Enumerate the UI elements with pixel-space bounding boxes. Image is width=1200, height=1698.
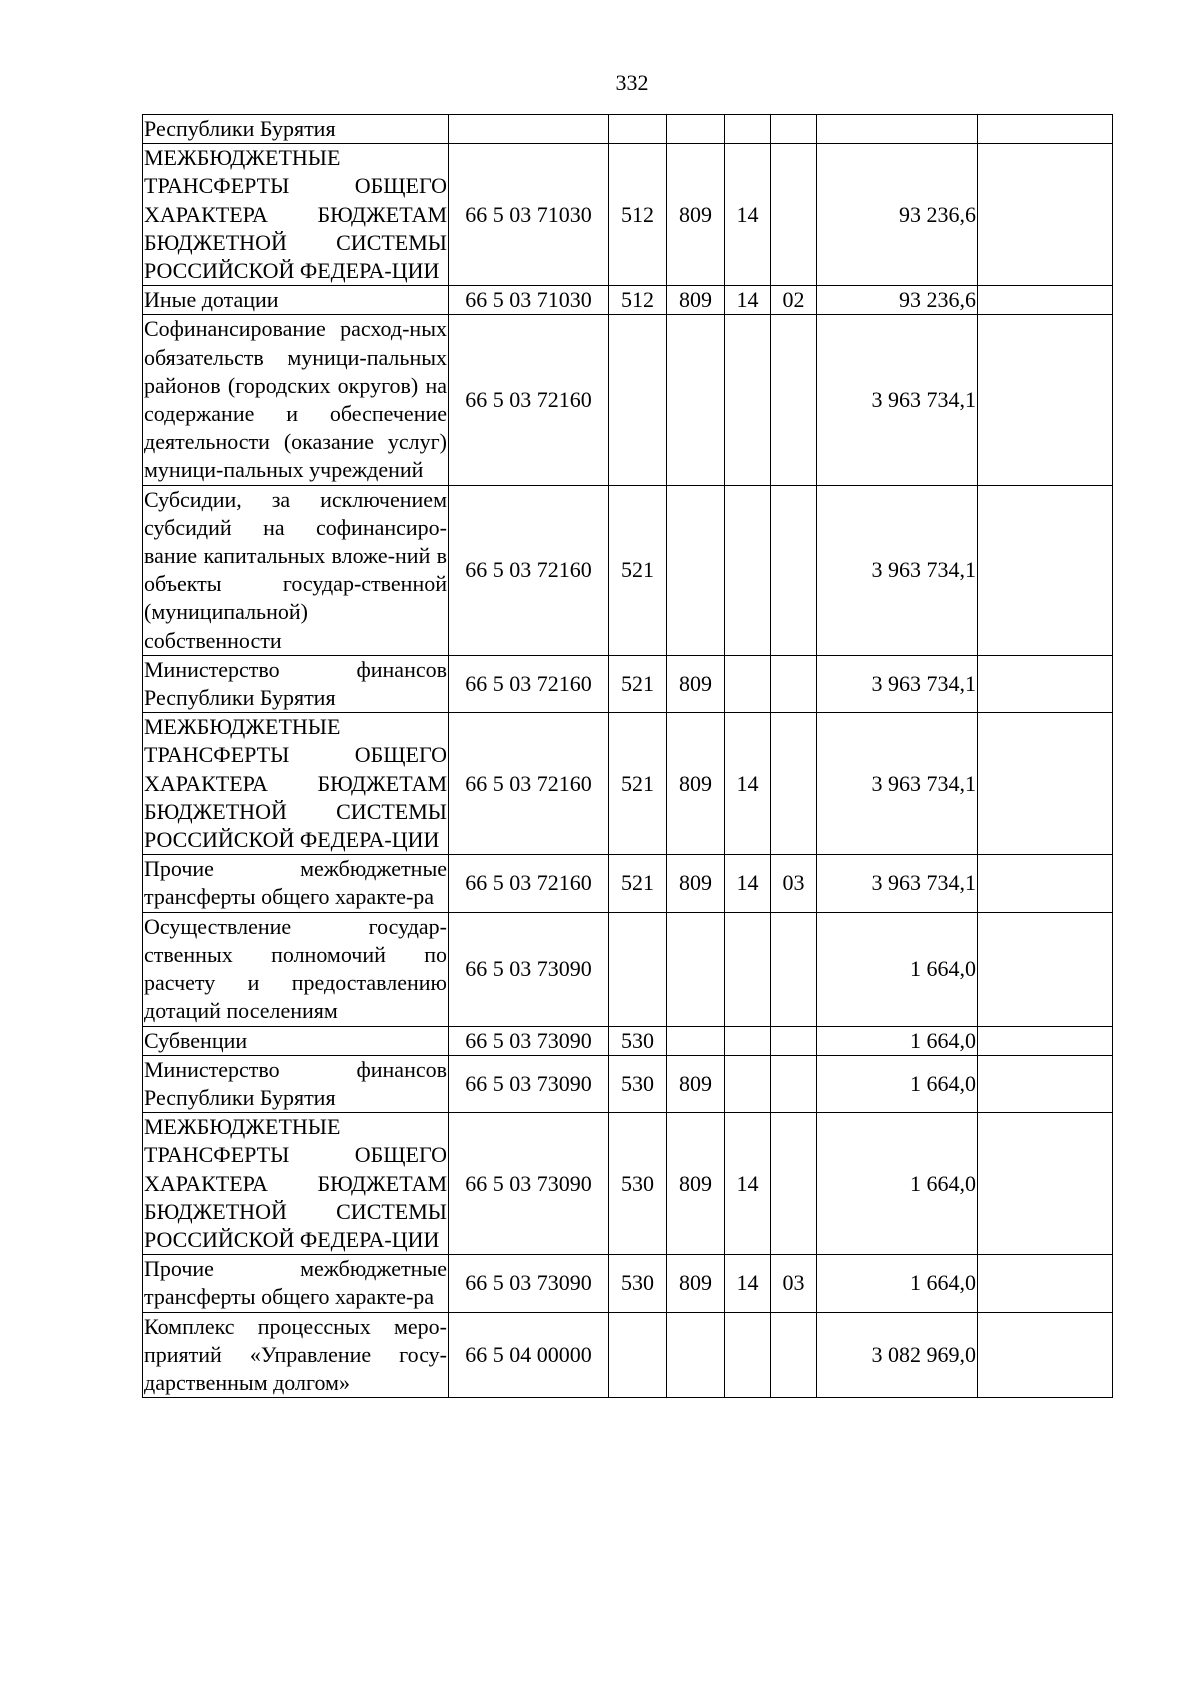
row-amount-cell: 3 963 734,1 xyxy=(817,713,978,855)
row-vr-cell: 521 xyxy=(609,855,667,912)
row-code-cell: 66 5 03 72160 xyxy=(449,855,609,912)
row-amount-cell: 1 664,0 xyxy=(817,1026,978,1055)
row-amount-cell xyxy=(817,115,978,144)
row-name-cell: Прочие межбюджетные трансферты общего характе-ра xyxy=(143,1255,449,1312)
row-rz-cell xyxy=(725,315,771,485)
row-pr-cell xyxy=(771,1113,817,1255)
row-name-cell: Осуществление государ-ственных полномочий по расчету и предоставлению дотаций поселениям xyxy=(143,912,449,1026)
row-grbs-cell xyxy=(667,912,725,1026)
row-rz-cell xyxy=(725,1055,771,1112)
row-pr-cell xyxy=(771,713,817,855)
row-code-cell: 66 5 03 73090 xyxy=(449,912,609,1026)
row-grbs-cell: 809 xyxy=(667,1255,725,1312)
row-vr-cell xyxy=(609,912,667,1026)
table-row xyxy=(143,1026,1113,1055)
row-rz-cell xyxy=(725,485,771,655)
row-rz-cell xyxy=(725,912,771,1026)
row-rz-cell: 14 xyxy=(725,144,771,286)
table-row xyxy=(143,713,1113,855)
row-rz-cell xyxy=(725,655,771,712)
row-name-cell: Комплекс процессных меро-приятий «Управление госу-дарственным долгом» xyxy=(143,1312,449,1398)
table-row xyxy=(143,115,1113,144)
row-pr-cell: 02 xyxy=(771,286,817,315)
row-extra-cell xyxy=(978,286,1113,315)
row-name-cell: Субсидии, за исключением субсидий на софинансиро-вание капитальных вложе-ний в объекты государ-ственной (муниципальной) собственности xyxy=(143,485,449,655)
row-amount-cell: 3 963 734,1 xyxy=(817,855,978,912)
row-code-cell: 66 5 03 72160 xyxy=(449,713,609,855)
row-grbs-cell: 809 xyxy=(667,855,725,912)
row-rz-cell: 14 xyxy=(725,713,771,855)
row-code-cell: 66 5 03 71030 xyxy=(449,144,609,286)
row-vr-cell: 512 xyxy=(609,286,667,315)
row-extra-cell xyxy=(978,315,1113,485)
row-vr-cell: 512 xyxy=(609,144,667,286)
row-name-cell: Иные дотации xyxy=(143,286,449,315)
table-row xyxy=(143,855,1113,912)
row-amount-cell: 1 664,0 xyxy=(817,912,978,1026)
row-grbs-cell: 809 xyxy=(667,713,725,855)
table-row xyxy=(143,286,1113,315)
table-body xyxy=(143,115,1113,1398)
row-code-cell: 66 5 03 73090 xyxy=(449,1255,609,1312)
row-name-cell: Министерство финансов Республики Бурятия xyxy=(143,1055,449,1112)
row-rz-cell: 14 xyxy=(725,1113,771,1255)
row-code-cell: 66 5 03 73090 xyxy=(449,1113,609,1255)
row-rz-cell: 14 xyxy=(725,286,771,315)
table-row xyxy=(143,912,1113,1026)
table-row xyxy=(143,144,1113,286)
table-row xyxy=(143,315,1113,485)
row-code-cell: 66 5 03 72160 xyxy=(449,315,609,485)
row-grbs-cell: 809 xyxy=(667,1113,725,1255)
row-code-cell: 66 5 03 72160 xyxy=(449,485,609,655)
row-vr-cell xyxy=(609,1312,667,1398)
row-amount-cell: 93 236,6 xyxy=(817,286,978,315)
row-vr-cell xyxy=(609,115,667,144)
row-extra-cell xyxy=(978,1026,1113,1055)
table-row xyxy=(143,1312,1113,1398)
row-name-cell: Республики Бурятия xyxy=(143,115,449,144)
row-extra-cell xyxy=(978,485,1113,655)
row-extra-cell xyxy=(978,1312,1113,1398)
row-name-cell: Субвенции xyxy=(143,1026,449,1055)
row-code-cell: 66 5 04 00000 xyxy=(449,1312,609,1398)
row-name-cell: МЕЖБЮДЖЕТНЫЕ ТРАНСФЕРТЫ ОБЩЕГО ХАРАКТЕРА БЮДЖЕТАМ БЮДЖЕТНОЙ СИСТЕМЫ РОССИЙСКОЙ ФЕДЕРА-ЦИИ xyxy=(143,144,449,286)
row-pr-cell xyxy=(771,144,817,286)
row-amount-cell: 3 082 969,0 xyxy=(817,1312,978,1398)
row-vr-cell: 521 xyxy=(609,485,667,655)
row-grbs-cell: 809 xyxy=(667,286,725,315)
row-name-cell: Софинансирование расход-ных обязательств муници-пальных районов (городских округов) на содержание и обеспечение деятельности (оказание услуг) муници-пальных учреждений xyxy=(143,315,449,485)
row-amount-cell: 3 963 734,1 xyxy=(817,315,978,485)
row-grbs-cell: 809 xyxy=(667,655,725,712)
row-rz-cell xyxy=(725,1026,771,1055)
row-extra-cell xyxy=(978,655,1113,712)
row-vr-cell: 530 xyxy=(609,1255,667,1312)
row-rz-cell xyxy=(725,1312,771,1398)
row-grbs-cell xyxy=(667,485,725,655)
table-row xyxy=(143,485,1113,655)
row-name-cell: Прочие межбюджетные трансферты общего характе-ра xyxy=(143,855,449,912)
row-code-cell xyxy=(449,115,609,144)
row-pr-cell xyxy=(771,1312,817,1398)
row-amount-cell: 93 236,6 xyxy=(817,144,978,286)
row-code-cell: 66 5 03 71030 xyxy=(449,286,609,315)
row-pr-cell xyxy=(771,485,817,655)
row-name-cell: МЕЖБЮДЖЕТНЫЕ ТРАНСФЕРТЫ ОБЩЕГО ХАРАКТЕРА БЮДЖЕТАМ БЮДЖЕТНОЙ СИСТЕМЫ РОССИЙСКОЙ ФЕДЕРА-ЦИИ xyxy=(143,713,449,855)
table-row xyxy=(143,655,1113,712)
row-code-cell: 66 5 03 73090 xyxy=(449,1026,609,1055)
row-amount-cell: 3 963 734,1 xyxy=(817,485,978,655)
row-extra-cell xyxy=(978,713,1113,855)
row-amount-cell: 1 664,0 xyxy=(817,1255,978,1312)
row-pr-cell xyxy=(771,115,817,144)
row-grbs-cell: 809 xyxy=(667,1055,725,1112)
row-extra-cell xyxy=(978,144,1113,286)
row-grbs-cell xyxy=(667,1026,725,1055)
row-vr-cell: 521 xyxy=(609,655,667,712)
row-vr-cell: 530 xyxy=(609,1113,667,1255)
row-extra-cell xyxy=(978,1255,1113,1312)
row-vr-cell: 521 xyxy=(609,713,667,855)
table-row xyxy=(143,1113,1113,1255)
row-extra-cell xyxy=(978,115,1113,144)
row-amount-cell: 3 963 734,1 xyxy=(817,655,978,712)
row-pr-cell xyxy=(771,655,817,712)
row-code-cell: 66 5 03 72160 xyxy=(449,655,609,712)
row-extra-cell xyxy=(978,1055,1113,1112)
row-code-cell: 66 5 03 73090 xyxy=(449,1055,609,1112)
row-pr-cell: 03 xyxy=(771,855,817,912)
row-pr-cell xyxy=(771,315,817,485)
row-amount-cell: 1 664,0 xyxy=(817,1113,978,1255)
row-vr-cell: 530 xyxy=(609,1055,667,1112)
row-extra-cell xyxy=(978,1113,1113,1255)
row-grbs-cell: 809 xyxy=(667,144,725,286)
row-name-cell: МЕЖБЮДЖЕТНЫЕ ТРАНСФЕРТЫ ОБЩЕГО ХАРАКТЕРА БЮДЖЕТАМ БЮДЖЕТНОЙ СИСТЕМЫ РОССИЙСКОЙ ФЕДЕРА-ЦИИ xyxy=(143,1113,449,1255)
row-extra-cell xyxy=(978,855,1113,912)
row-name-cell: Министерство финансов Республики Бурятия xyxy=(143,655,449,712)
row-vr-cell: 530 xyxy=(609,1026,667,1055)
table-row xyxy=(143,1055,1113,1112)
page-number: 332 xyxy=(615,70,649,95)
row-rz-cell xyxy=(725,115,771,144)
row-rz-cell: 14 xyxy=(725,1255,771,1312)
row-vr-cell xyxy=(609,315,667,485)
row-pr-cell xyxy=(771,912,817,1026)
row-pr-cell xyxy=(771,1055,817,1112)
budget-table xyxy=(142,114,1113,1398)
row-grbs-cell xyxy=(667,315,725,485)
row-rz-cell: 14 xyxy=(725,855,771,912)
row-grbs-cell xyxy=(667,1312,725,1398)
row-pr-cell: 03 xyxy=(771,1255,817,1312)
row-pr-cell xyxy=(771,1026,817,1055)
row-extra-cell xyxy=(978,912,1113,1026)
row-amount-cell: 1 664,0 xyxy=(817,1055,978,1112)
table-row xyxy=(143,1255,1113,1312)
row-grbs-cell xyxy=(667,115,725,144)
